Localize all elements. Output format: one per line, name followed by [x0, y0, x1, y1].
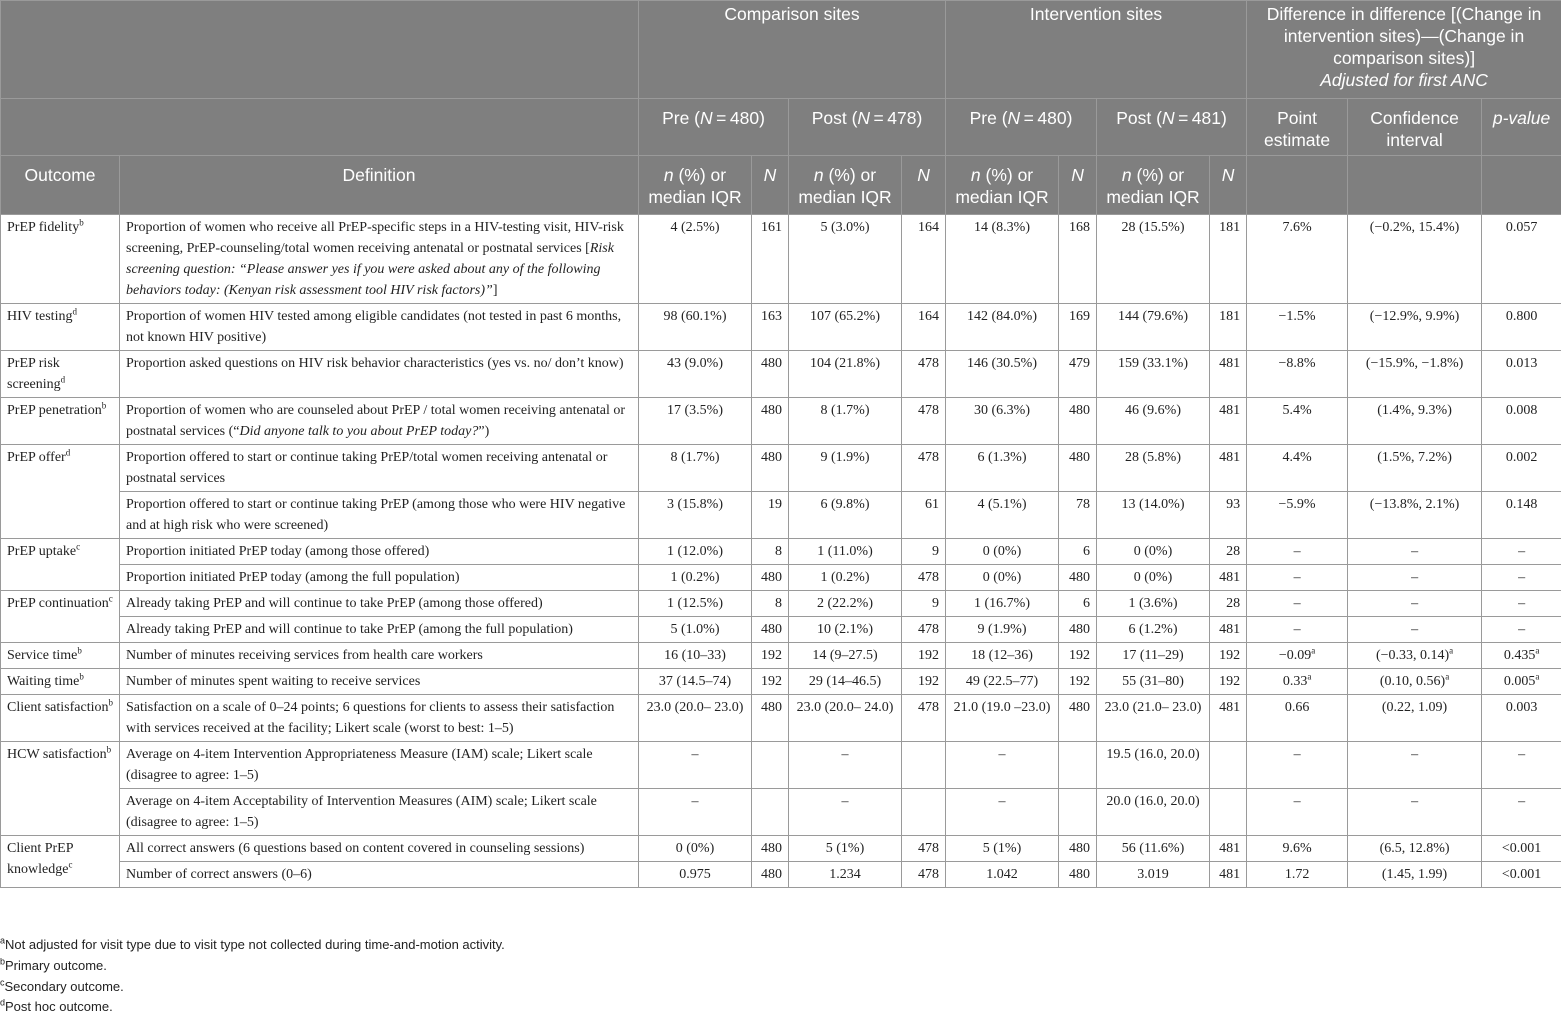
comparison-post-n: 478 [902, 862, 946, 888]
intervention-post-n: 28 [1210, 539, 1247, 565]
intervention-pre-n: 6 [1059, 591, 1097, 617]
comparison-pre-n [752, 742, 789, 789]
intervention-pre-value: 4 (5.1%) [946, 492, 1059, 539]
confidence-interval: (0.22, 1.09) [1348, 695, 1482, 742]
intervention-pre-n: 479 [1059, 351, 1097, 398]
definition-cell: Number of correct answers (0–6) [120, 862, 639, 888]
comparison-pre-value: 0.975 [639, 862, 752, 888]
intervention-post-n: 481 [1210, 351, 1247, 398]
comparison-post-value: 107 (65.2%) [789, 304, 902, 351]
confidence-interval: – [1348, 789, 1482, 836]
point-estimate: −5.9% [1247, 492, 1348, 539]
comparison-pre-value: 0 (0%) [639, 836, 752, 862]
comparison-post-value: 10 (2.1%) [789, 617, 902, 643]
point-estimate: 7.6% [1247, 215, 1348, 304]
intervention-post-value: 159 (33.1%) [1097, 351, 1210, 398]
intervention-pre-value: 142 (84.0%) [946, 304, 1059, 351]
comparison-pre-n: 480 [752, 695, 789, 742]
definition-cell: Already taking PrEP and will continue to take PrEP (among those offered) [120, 591, 639, 617]
intervention-post-n: 481 [1210, 862, 1247, 888]
comparison-pre-value: – [639, 742, 752, 789]
comparison-post-n: 478 [902, 695, 946, 742]
p-value: – [1482, 591, 1561, 617]
confidence-interval: (0.10, 0.56)$^a$ [1348, 669, 1482, 695]
p-value: 0.002 [1482, 445, 1561, 492]
definition-cell: Proportion of women who are counseled about PrEP / total women receiving antenatal or postnatal services (“Did anyone talk to you about PrEP today?”) [120, 398, 639, 445]
confidence-interval: – [1348, 742, 1482, 789]
comparison-post-value: – [789, 789, 902, 836]
intervention-pre-n: 480 [1059, 445, 1097, 492]
outcome-cell: Service time$^b$ [1, 643, 120, 669]
point-estimate: 9.6% [1247, 836, 1348, 862]
definition-cell: Proportion of women HIV tested among eligible candidates (not tested in past 6 months, not known HIV positive) [120, 304, 639, 351]
header-confidence-interval: Confidence interval [1348, 99, 1482, 156]
table-row [1, 643, 1561, 669]
header-n-pct: n (%) or median IQR [639, 156, 752, 215]
comparison-post-value: 29 (14–46.5) [789, 669, 902, 695]
confidence-interval: (−0.2%, 15.4%) [1348, 215, 1482, 304]
comparison-post-value: 1 (11.0%) [789, 539, 902, 565]
comparison-pre-value: 23.0 (20.0– 23.0) [639, 695, 752, 742]
definition-cell: Proportion asked questions on HIV risk behavior characteristics (yes vs. no/ don’t know) [120, 351, 639, 398]
comparison-post-value: 104 (21.8%) [789, 351, 902, 398]
comparison-post-n: 478 [902, 445, 946, 492]
header-N: N [1059, 156, 1097, 215]
intervention-post-value: 0 (0%) [1097, 539, 1210, 565]
comparison-pre-n: 480 [752, 351, 789, 398]
comparison-post-n [902, 789, 946, 836]
confidence-interval: (−13.8%, 2.1%) [1348, 492, 1482, 539]
confidence-interval: – [1348, 565, 1482, 591]
p-value: – [1482, 742, 1561, 789]
table-row [1, 398, 1561, 445]
footnote: $^b$Primary outcome. [0, 958, 107, 974]
comparison-pre-n: 480 [752, 836, 789, 862]
intervention-post-n: 481 [1210, 617, 1247, 643]
outcome-cell: Client satisfaction$^b$ [1, 695, 120, 742]
p-value: <0.001 [1482, 836, 1561, 862]
comparison-pre-value: 16 (10–33) [639, 643, 752, 669]
definition-cell: All correct answers (6 questions based on content covered in counseling sessions) [120, 836, 639, 862]
intervention-pre-value: 14 (8.3%) [946, 215, 1059, 304]
table-row [1, 617, 1561, 643]
intervention-post-n: 181 [1210, 215, 1247, 304]
intervention-pre-n [1059, 742, 1097, 789]
comparison-post-value: 6 (9.8%) [789, 492, 902, 539]
intervention-post-n: 192 [1210, 669, 1247, 695]
outcome-cell: PrEP risk screening$^d$ [1, 351, 120, 398]
p-value: 0.057 [1482, 215, 1561, 304]
comparison-post-value: – [789, 742, 902, 789]
outcome-cell: HCW satisfaction$^b$ [1, 742, 120, 836]
definition-cell: Proportion initiated PrEP today (among the full population) [120, 565, 639, 591]
p-value: – [1482, 617, 1561, 643]
intervention-pre-value: 30 (6.3%) [946, 398, 1059, 445]
intervention-post-n: 481 [1210, 836, 1247, 862]
comparison-pre-value: 98 (60.1%) [639, 304, 752, 351]
intervention-post-n: 481 [1210, 445, 1247, 492]
confidence-interval: – [1348, 617, 1482, 643]
comparison-post-n: 478 [902, 351, 946, 398]
footnote: $^c$Secondary outcome. [0, 979, 124, 995]
header-blank-did [1247, 156, 1348, 215]
comparison-pre-value: 5 (1.0%) [639, 617, 752, 643]
point-estimate: 0.33$^a$ [1247, 669, 1348, 695]
comparison-post-value: 5 (3.0%) [789, 215, 902, 304]
comparison-post-value: 1 (0.2%) [789, 565, 902, 591]
intervention-pre-value: 146 (30.5%) [946, 351, 1059, 398]
table-row [1, 789, 1561, 836]
point-estimate: – [1247, 565, 1348, 591]
comparison-pre-n: 192 [752, 643, 789, 669]
header-did-title: Difference in difference [(Change in intervention sites)—(Change in comparison sites)] [1267, 4, 1542, 68]
intervention-post-value: 55 (31–80) [1097, 669, 1210, 695]
table-row [1, 565, 1561, 591]
intervention-post-n [1210, 742, 1247, 789]
header-comparison-sites: Comparison sites [639, 1, 946, 99]
intervention-post-value: 56 (11.6%) [1097, 836, 1210, 862]
comparison-pre-value: 17 (3.5%) [639, 398, 752, 445]
confidence-interval: (−0.33, 0.14)$^a$ [1348, 643, 1482, 669]
confidence-interval: (−15.9%, −1.8%) [1348, 351, 1482, 398]
point-estimate: – [1247, 617, 1348, 643]
table-row [1, 695, 1561, 742]
comparison-pre-value: 3 (15.8%) [639, 492, 752, 539]
intervention-pre-n: 480 [1059, 565, 1097, 591]
table-row [1, 445, 1561, 492]
intervention-post-value: 0 (0%) [1097, 565, 1210, 591]
intervention-post-value: 23.0 (21.0– 23.0) [1097, 695, 1210, 742]
definition-cell: Already taking PrEP and will continue to take PrEP (among the full population) [120, 617, 639, 643]
definition-cell: Number of minutes spent waiting to receive services [120, 669, 639, 695]
intervention-pre-value: 9 (1.9%) [946, 617, 1059, 643]
intervention-post-n: 481 [1210, 398, 1247, 445]
intervention-pre-n: 480 [1059, 617, 1097, 643]
comparison-pre-value: 37 (14.5–74) [639, 669, 752, 695]
intervention-pre-n: 480 [1059, 862, 1097, 888]
intervention-pre-n: 192 [1059, 669, 1097, 695]
intervention-post-value: 144 (79.6%) [1097, 304, 1210, 351]
outcome-cell: PrEP continuation$^c$ [1, 591, 120, 643]
table-row [1, 742, 1561, 789]
comparison-pre-value: 1 (12.5%) [639, 591, 752, 617]
intervention-post-n: 192 [1210, 643, 1247, 669]
comparison-pre-value: 43 (9.0%) [639, 351, 752, 398]
header-p-value: p-value [1482, 99, 1561, 156]
intervention-pre-n: 78 [1059, 492, 1097, 539]
intervention-pre-value: 0 (0%) [946, 565, 1059, 591]
comparison-post-n: 478 [902, 398, 946, 445]
comparison-pre-n: 480 [752, 617, 789, 643]
header-point-estimate: Point estimate [1247, 99, 1348, 156]
comparison-post-value: 14 (9–27.5) [789, 643, 902, 669]
header-comp-post: Post (N = 478) [789, 99, 946, 156]
intervention-pre-value: – [946, 789, 1059, 836]
header-comp-pre: Pre (N = 480) [639, 99, 789, 156]
header-N: N [752, 156, 789, 215]
p-value: – [1482, 539, 1561, 565]
comparison-post-n: 478 [902, 836, 946, 862]
comparison-pre-n: 163 [752, 304, 789, 351]
table-row [1, 591, 1561, 617]
p-value: – [1482, 789, 1561, 836]
comparison-pre-value: 4 (2.5%) [639, 215, 752, 304]
footnote: $^d$Post hoc outcome. [0, 999, 113, 1015]
outcome-cell: HIV testing$^d$ [1, 304, 120, 351]
intervention-pre-value: 21.0 (19.0 –23.0) [946, 695, 1059, 742]
comparison-pre-n [752, 789, 789, 836]
header-int-pre: Pre (N = 480) [946, 99, 1097, 156]
comparison-post-n: 192 [902, 669, 946, 695]
intervention-pre-value: 6 (1.3%) [946, 445, 1059, 492]
comparison-pre-n: 8 [752, 591, 789, 617]
intervention-post-n: 28 [1210, 591, 1247, 617]
confidence-interval: – [1348, 539, 1482, 565]
comparison-pre-n: 192 [752, 669, 789, 695]
comparison-post-n: 478 [902, 617, 946, 643]
confidence-interval: (1.45, 1.99) [1348, 862, 1482, 888]
intervention-pre-n: 168 [1059, 215, 1097, 304]
p-value: 0.005$^a$ [1482, 669, 1561, 695]
point-estimate: – [1247, 789, 1348, 836]
footnote: $^a$Not adjusted for visit type due to visit type not collected during time-and-motion activity. [0, 937, 505, 953]
intervention-pre-value: 0 (0%) [946, 539, 1059, 565]
outcome-cell: Client PrEP knowledge$^c$ [1, 836, 120, 888]
point-estimate: 0.66 [1247, 695, 1348, 742]
confidence-interval: (1.4%, 9.3%) [1348, 398, 1482, 445]
comparison-post-n: 9 [902, 539, 946, 565]
intervention-pre-value: 1 (16.7%) [946, 591, 1059, 617]
intervention-pre-value: 1.042 [946, 862, 1059, 888]
intervention-post-value: 3.019 [1097, 862, 1210, 888]
definition-cell: Average on 4-item Intervention Appropriateness Measure (IAM) scale; Likert scale (disagree to agree: 1–5) [120, 742, 639, 789]
point-estimate: 1.72 [1247, 862, 1348, 888]
header-blank-did [1348, 156, 1482, 215]
comparison-pre-value: – [639, 789, 752, 836]
point-estimate: −1.5% [1247, 304, 1348, 351]
comparison-pre-n: 19 [752, 492, 789, 539]
table-row [1, 539, 1561, 565]
comparison-pre-n: 161 [752, 215, 789, 304]
comparison-pre-n: 480 [752, 398, 789, 445]
p-value: 0.148 [1482, 492, 1561, 539]
definition-cell: Proportion offered to start or continue taking PrEP (among those who were HIV negative and at high risk who were screened) [120, 492, 639, 539]
comparison-post-n: 164 [902, 215, 946, 304]
table-row [1, 304, 1561, 351]
comparison-pre-n: 480 [752, 862, 789, 888]
confidence-interval: (1.5%, 7.2%) [1348, 445, 1482, 492]
definition-cell: Proportion offered to start or continue taking PrEP/total women receiving antenatal or postnatal services [120, 445, 639, 492]
point-estimate: 5.4% [1247, 398, 1348, 445]
confidence-interval: (−12.9%, 9.9%) [1348, 304, 1482, 351]
point-estimate: −8.8% [1247, 351, 1348, 398]
comparison-post-value: 2 (22.2%) [789, 591, 902, 617]
comparison-pre-value: 8 (1.7%) [639, 445, 752, 492]
point-estimate: – [1247, 591, 1348, 617]
table-row [1, 351, 1561, 398]
p-value: 0.800 [1482, 304, 1561, 351]
comparison-post-value: 8 (1.7%) [789, 398, 902, 445]
comparison-post-n [902, 742, 946, 789]
header-outcome: Outcome [1, 156, 120, 215]
comparison-post-n: 478 [902, 565, 946, 591]
header-blank-did [1482, 156, 1561, 215]
intervention-pre-value: 49 (22.5–77) [946, 669, 1059, 695]
intervention-post-n: 93 [1210, 492, 1247, 539]
intervention-pre-n: 169 [1059, 304, 1097, 351]
point-estimate: – [1247, 742, 1348, 789]
p-value: 0.013 [1482, 351, 1561, 398]
header-int-post: Post (N = 481) [1097, 99, 1247, 156]
intervention-post-value: 28 (15.5%) [1097, 215, 1210, 304]
intervention-pre-value: 18 (12–36) [946, 643, 1059, 669]
p-value: 0.008 [1482, 398, 1561, 445]
comparison-post-n: 192 [902, 643, 946, 669]
p-value: <0.001 [1482, 862, 1561, 888]
outcome-cell: PrEP penetration$^b$ [1, 398, 120, 445]
definition-cell: Satisfaction on a scale of 0–24 points; 6 questions for clients to assess their satisfaction with services received at the facility; Likert scale (worst to best: 1–5) [120, 695, 639, 742]
header-did-subtitle: Adjusted for first ANC [1320, 70, 1488, 90]
outcome-cell: PrEP fidelity$^b$ [1, 215, 120, 304]
comparison-post-n: 61 [902, 492, 946, 539]
header-blank-2 [1, 99, 639, 156]
intervention-post-value: 17 (11–29) [1097, 643, 1210, 669]
intervention-post-value: 1 (3.6%) [1097, 591, 1210, 617]
comparison-post-value: 5 (1%) [789, 836, 902, 862]
table-row [1, 492, 1561, 539]
outcome-cell: PrEP uptake$^c$ [1, 539, 120, 591]
intervention-post-value: 19.5 (16.0, 20.0) [1097, 742, 1210, 789]
header-intervention-sites: Intervention sites [946, 1, 1247, 99]
point-estimate: – [1247, 539, 1348, 565]
comparison-pre-n: 480 [752, 445, 789, 492]
intervention-pre-value: – [946, 742, 1059, 789]
intervention-post-n: 181 [1210, 304, 1247, 351]
definition-cell: Proportion of women who receive all PrEP-specific steps in a HIV-testing visit, HIV-risk screening, PrEP-counseling/total women receiving antenatal or postnatal services [Risk screening question: “Please answer yes if you were asked about any of the following behaviors today: (Kenyan risk assessment tool HIV risk factors)”] [120, 215, 639, 304]
intervention-pre-n: 192 [1059, 643, 1097, 669]
comparison-post-n: 9 [902, 591, 946, 617]
comparison-pre-n: 480 [752, 565, 789, 591]
header-definition: Definition [120, 156, 639, 215]
intervention-pre-n: 480 [1059, 695, 1097, 742]
intervention-pre-n: 480 [1059, 836, 1097, 862]
intervention-pre-n [1059, 789, 1097, 836]
p-value: 0.003 [1482, 695, 1561, 742]
p-value: – [1482, 565, 1561, 591]
intervention-post-value: 20.0 (16.0, 20.0) [1097, 789, 1210, 836]
definition-cell: Proportion initiated PrEP today (among those offered) [120, 539, 639, 565]
point-estimate: 4.4% [1247, 445, 1348, 492]
intervention-post-n: 481 [1210, 565, 1247, 591]
header-n-pct: n (%) or median IQR [1097, 156, 1210, 215]
intervention-post-n [1210, 789, 1247, 836]
intervention-post-value: 46 (9.6%) [1097, 398, 1210, 445]
comparison-post-value: 23.0 (20.0– 24.0) [789, 695, 902, 742]
intervention-pre-value: 5 (1%) [946, 836, 1059, 862]
comparison-pre-value: 1 (0.2%) [639, 565, 752, 591]
comparison-pre-n: 8 [752, 539, 789, 565]
confidence-interval: (6.5, 12.8%) [1348, 836, 1482, 862]
definition-cell: Number of minutes receiving services from health care workers [120, 643, 639, 669]
table-row [1, 836, 1561, 862]
header-n-pct: n (%) or median IQR [789, 156, 902, 215]
outcome-cell: PrEP offer$^d$ [1, 445, 120, 539]
comparison-post-n: 164 [902, 304, 946, 351]
table-row [1, 862, 1561, 888]
outcome-cell: Waiting time$^b$ [1, 669, 120, 695]
intervention-pre-n: 6 [1059, 539, 1097, 565]
intervention-pre-n: 480 [1059, 398, 1097, 445]
header-N: N [1210, 156, 1247, 215]
intervention-post-value: 13 (14.0%) [1097, 492, 1210, 539]
header-blank [1, 1, 639, 99]
comparison-post-value: 9 (1.9%) [789, 445, 902, 492]
definition-cell: Average on 4-item Acceptability of Intervention Measures (AIM) scale; Likert scale (disagree to agree: 1–5) [120, 789, 639, 836]
table-row [1, 669, 1561, 695]
point-estimate: −0.09$^a$ [1247, 643, 1348, 669]
header-n-pct: n (%) or median IQR [946, 156, 1059, 215]
header-did [1247, 1, 1561, 99]
table-body [1, 215, 1561, 888]
comparison-post-value: 1.234 [789, 862, 902, 888]
p-value: 0.435$^a$ [1482, 643, 1561, 669]
intervention-post-value: 6 (1.2%) [1097, 617, 1210, 643]
intervention-post-n: 481 [1210, 695, 1247, 742]
confidence-interval: – [1348, 591, 1482, 617]
comparison-pre-value: 1 (12.0%) [639, 539, 752, 565]
header-N: N [902, 156, 946, 215]
intervention-post-value: 28 (5.8%) [1097, 445, 1210, 492]
table-row [1, 215, 1561, 304]
